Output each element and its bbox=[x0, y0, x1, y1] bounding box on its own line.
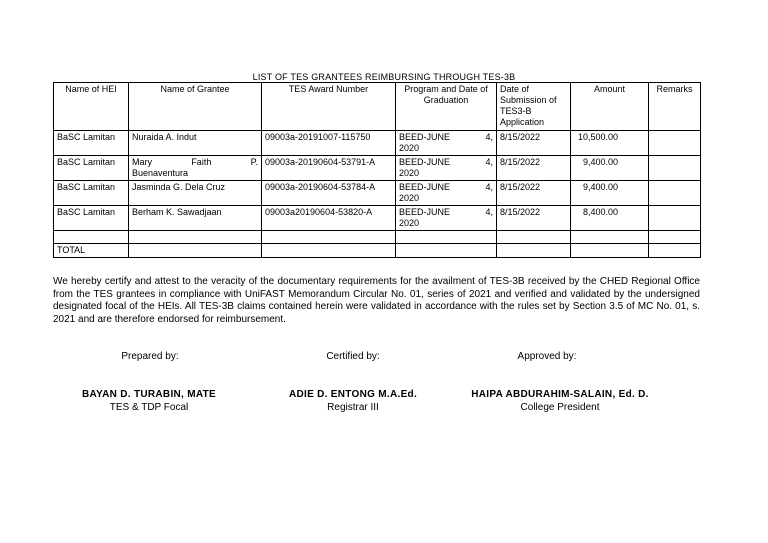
prepared-by-label: Prepared by: bbox=[121, 351, 179, 362]
header-amount: Amount bbox=[571, 83, 649, 131]
preparer-role: TES & TDP Focal bbox=[109, 402, 189, 413]
cell-date: 8/15/2022 bbox=[497, 181, 571, 206]
table-row bbox=[54, 131, 701, 156]
cell-award: 09003a20190604-53820-A bbox=[262, 206, 396, 231]
cell-remarks bbox=[649, 206, 701, 231]
grantee-last: Buenaventura bbox=[132, 168, 189, 178]
cell-grantee: Nuraida A. Indut bbox=[129, 131, 262, 156]
table-row bbox=[54, 156, 701, 181]
header-hei: Name of HEI bbox=[54, 83, 129, 131]
cell-program bbox=[396, 181, 497, 206]
program-year: 2020 bbox=[399, 193, 420, 203]
table-row bbox=[54, 206, 701, 231]
approved-by-label: Approved by: bbox=[517, 351, 577, 362]
cell-program bbox=[396, 156, 497, 181]
program-day: 4, bbox=[485, 207, 493, 217]
header-grantee: Name of Grantee bbox=[129, 83, 262, 131]
table-row-blank bbox=[54, 231, 701, 244]
cell-program bbox=[396, 131, 497, 156]
cell-remarks bbox=[649, 181, 701, 206]
total-label: TOTAL bbox=[54, 244, 129, 258]
program-course: BEED-JUNE bbox=[399, 182, 451, 192]
certification-paragraph: We hereby certify and attest to the veracity of the documentary requirements for the availment of TES-3B received by the CHED Regional Office from the TES grantees in compliance with UniFAST Memorandum Circular No. 01, series of 2021 and verified and validated by the undersigned designated focal of the HEIs. All TES-3B claims contained herein were validated in accordance with the rules set by Section 3.5 of MC No. 01, s. 2021 and are therefore endorsed for reimbursement. bbox=[53, 276, 700, 325]
cell-amount: 10,500.00 bbox=[571, 131, 649, 156]
grantee-first: Mary bbox=[132, 157, 152, 167]
program-day: 4, bbox=[485, 132, 493, 142]
cell-program bbox=[396, 206, 497, 231]
program-year: 2020 bbox=[399, 218, 420, 228]
program-year: 2020 bbox=[399, 143, 420, 153]
program-course: BEED-JUNE bbox=[399, 157, 451, 167]
cell-hei: BaSC Lamitan bbox=[54, 181, 129, 206]
cell-amount: 8,400.00 bbox=[571, 206, 649, 231]
table-row-total bbox=[54, 244, 701, 258]
cell-date: 8/15/2022 bbox=[497, 156, 571, 181]
approver-name: HAIPA ABDURAHIM-SALAIN, Ed. D. bbox=[471, 389, 649, 400]
cell-hei: BaSC Lamitan bbox=[54, 206, 129, 231]
program-course: BEED-JUNE bbox=[399, 207, 451, 217]
approver-role: College President bbox=[520, 402, 600, 413]
program-course: BEED-JUNE bbox=[399, 132, 451, 142]
cell-date: 8/15/2022 bbox=[497, 131, 571, 156]
program-day: 4, bbox=[485, 182, 493, 192]
grantees-table bbox=[53, 82, 701, 258]
cell-award: 09003a-20190604-53791-A bbox=[262, 156, 396, 181]
header-remarks: Remarks bbox=[649, 83, 701, 131]
program-day: 4, bbox=[485, 157, 493, 167]
header-date: Date of Submission of TES3-B Application bbox=[497, 83, 571, 131]
cell-date: 8/15/2022 bbox=[497, 206, 571, 231]
cell-remarks bbox=[649, 131, 701, 156]
table-row bbox=[54, 181, 701, 206]
certified-by-label: Certified by: bbox=[326, 351, 380, 362]
cell-hei: BaSC Lamitan bbox=[54, 131, 129, 156]
grantee-initial: P. bbox=[250, 157, 258, 167]
cell-hei: BaSC Lamitan bbox=[54, 156, 129, 181]
table-header-row bbox=[54, 83, 701, 131]
cell-amount: 9,400.00 bbox=[571, 156, 649, 181]
document-title: LIST OF TES GRANTEES REIMBURSING THROUGH TES-3B bbox=[252, 72, 516, 82]
program-year: 2020 bbox=[399, 168, 420, 178]
cell-grantee bbox=[129, 156, 262, 181]
certifier-role: Registrar III bbox=[327, 402, 379, 413]
cell-grantee: Jasminda G. Dela Cruz bbox=[129, 181, 262, 206]
preparer-name: BAYAN D. TURABIN, MATE bbox=[81, 389, 217, 400]
header-program: Program and Date of Graduation bbox=[396, 83, 497, 131]
cell-amount: 9,400.00 bbox=[571, 181, 649, 206]
cell-remarks bbox=[649, 156, 701, 181]
grantee-middle: Faith bbox=[191, 157, 212, 167]
cell-grantee: Berham K. Sawadjaan bbox=[129, 206, 262, 231]
cell-award: 09003a-20190604-53784-A bbox=[262, 181, 396, 206]
certifier-name: ADIE D. ENTONG M.A.Ed. bbox=[288, 389, 418, 400]
header-award: TES Award Number bbox=[262, 83, 396, 131]
cell-award: 09003a-20191007-115750 bbox=[262, 131, 396, 156]
